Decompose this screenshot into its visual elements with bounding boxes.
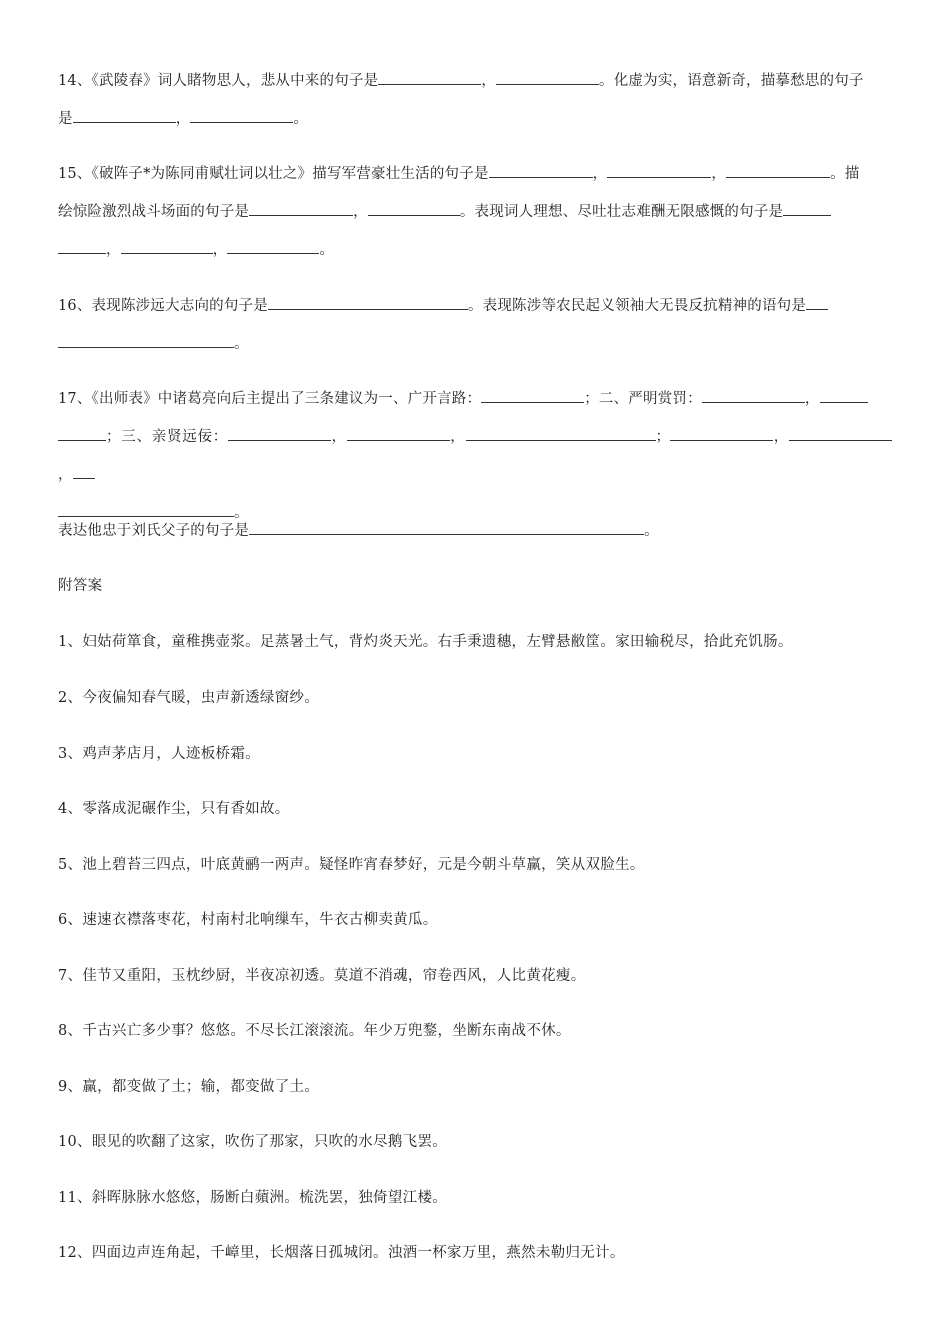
answer-blank[interactable] — [58, 331, 234, 348]
answer-item: 5、池上碧苔三四点，叶底黄鹂一两声。疑怪昨宵春梦好，元是今朝斗草赢，笑从双脸生。 — [58, 857, 645, 873]
answer-blank[interactable] — [249, 518, 644, 535]
answer-item: 6、速速衣襟落枣花，村南村北响缫车，牛衣古柳卖黄瓜。 — [58, 912, 438, 928]
separator: ， — [106, 242, 121, 258]
answer-blank[interactable] — [268, 293, 468, 310]
question-loyalty-text: 表达他忠于刘氏父子的句子是 — [58, 523, 250, 539]
answer-blank[interactable] — [789, 424, 892, 441]
separator: ， — [804, 391, 820, 407]
separator: 。 — [234, 336, 249, 352]
separator: 。 — [293, 111, 309, 127]
question-17-text-2: ；二、严明赏罚： — [584, 391, 702, 407]
answer-blank[interactable] — [783, 199, 831, 216]
answer-blank[interactable] — [726, 161, 830, 178]
answer-blank[interactable] — [806, 293, 828, 310]
question-15-text-3: 绘惊险激烈战斗场面的句子是 — [58, 204, 250, 220]
answer-blank[interactable] — [820, 386, 868, 403]
answer-blank[interactable] — [121, 237, 213, 254]
answer-blank[interactable] — [670, 424, 773, 441]
answer-blank[interactable] — [228, 424, 331, 441]
answer-blank[interactable] — [227, 237, 319, 254]
answer-blank[interactable] — [249, 199, 353, 216]
separator: ， — [711, 166, 727, 182]
question-loyalty — [58, 512, 892, 550]
question-14-text-3: 是 — [58, 111, 73, 127]
answer-blank[interactable] — [73, 462, 95, 479]
answer-item: 8、千古兴亡多少事？悠悠。不尽长江滚滚流。年少万兜鍪，坐断东南战不休。 — [58, 1023, 571, 1039]
question-15-text-2: 。描 — [830, 166, 860, 182]
question-17-text-1: 17、《出师表》中诸葛亮向后主提出了三条建议为一、广开言路： — [58, 391, 482, 407]
separator: ， — [58, 467, 73, 483]
answer-blank[interactable] — [190, 106, 293, 123]
answer-item: 12、四面边声连角起，千嶂里，长烟落日孤城闭。浊酒一杯家万里，燕然未勒归无计。 — [58, 1245, 625, 1261]
answer-blank[interactable] — [481, 386, 584, 403]
answer-item: 7、佳节又重阳，玉枕纱厨，半夜凉初透。莫道不消魂，帘卷西风，人比黄花瘦。 — [58, 968, 586, 984]
answer-item: 11、斜晖脉脉水悠悠，肠断白蘋洲。梳洗罢，独倚望江楼。 — [58, 1190, 448, 1206]
separator: ， — [773, 429, 790, 445]
answer-item: 1、妇姑荷箪食，童稚携壶浆。足蒸暑土气，背灼炎天光。右手秉遗穗，左臂悬敝筐。家田输税尽，拾此充饥肠。 — [58, 634, 793, 650]
separator: ； — [655, 429, 671, 445]
question-16 — [58, 287, 892, 363]
answer-item: 9、赢，都变做了土；输，都变做了土。 — [58, 1079, 320, 1095]
answer-blank[interactable] — [58, 424, 106, 441]
answer-item: 2、今夜偏知春气暖，虫声新透绿窗纱。 — [58, 690, 320, 706]
answers-title: 附答案 — [58, 578, 103, 594]
question-16-text-1: 16、表现陈涉远大志向的句子是 — [58, 298, 268, 314]
separator: 。 — [644, 523, 659, 539]
question-15-text-1: 15、《破阵子*为陈同甫赋壮词以壮之》描写军营豪壮生活的句子是 — [58, 166, 489, 182]
answer-item: 4、零落成泥碾作尘，只有香如故。 — [58, 801, 290, 817]
answer-blank[interactable] — [489, 161, 593, 178]
answer-blank[interactable] — [58, 237, 106, 254]
separator: ， — [449, 429, 466, 445]
answer-blank[interactable] — [73, 106, 176, 123]
answer-blank[interactable] — [702, 386, 805, 403]
question-14-text-1: 14、《武陵春》词人睹物思人，悲从中来的句子是 — [58, 73, 379, 89]
separator: ， — [212, 242, 228, 258]
answer-blank[interactable] — [347, 424, 450, 441]
question-14 — [58, 62, 892, 138]
answer-blank[interactable] — [466, 424, 656, 441]
separator: ， — [175, 111, 191, 127]
question-15 — [58, 155, 892, 269]
separator: 。 — [234, 505, 249, 521]
answer-item: 10、眼见的吹翻了这家，吹伤了那家，只吹的水尽鹅飞罢。 — [58, 1134, 448, 1150]
question-17-text-3: ；三、亲贤远佞： — [106, 429, 228, 445]
answer-blank[interactable] — [607, 161, 711, 178]
separator: ， — [592, 166, 608, 182]
question-16-text-2: 。表现陈涉等农民起义领袖大无畏反抗精神的语句是 — [467, 298, 807, 314]
answer-item: 3、鸡声茅店月，人迹板桥霜。 — [58, 746, 260, 762]
answer-blank[interactable] — [368, 199, 460, 216]
answer-blank[interactable] — [378, 68, 481, 85]
separator: ， — [481, 73, 497, 89]
separator: ， — [330, 429, 347, 445]
answer-blank[interactable] — [496, 68, 599, 85]
separator: ， — [353, 204, 368, 220]
separator: 。 — [319, 242, 335, 258]
question-14-text-2: 。化虚为实，语意新奇，描摹愁思的句子 — [599, 73, 864, 89]
question-15-text-4: 。表现词人理想、尽吐壮志难酬无限感慨的句子是 — [459, 204, 784, 220]
question-17 — [58, 380, 892, 532]
